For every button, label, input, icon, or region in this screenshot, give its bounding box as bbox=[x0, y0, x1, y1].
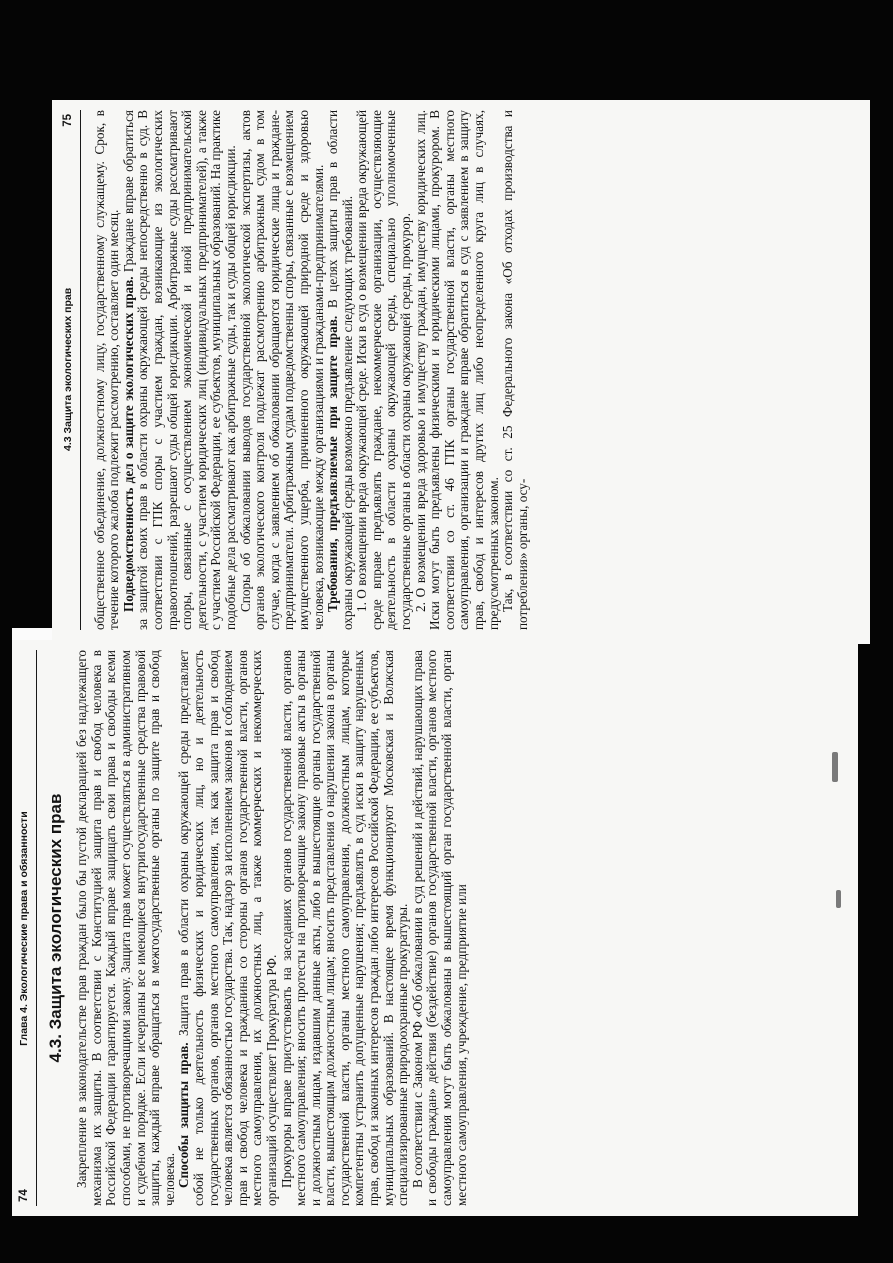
paragraph: Прокуроры вправе присутствовать на заседаниях органов государственной власти, органов местного самоуправления; вносить протесты на противоречащие закону правовые акты в органы и должностным лицам, издавшим данные акты, либо в вышестоящие органы государственной власти, вышестоящим должностным лицам; вносить представления о нарушении закона в органы государственной власти, органы местного самоуправления, должностным лицам, которые компетентны устранить допущенные нарушения; предъявлять в суд иски в защиту нарушенных прав, свобод и законных интересов граждан либо интересов Российской Федерации, ее субъектов, муниципальных образований. В настоящее время функционируют Московская и Волжская специализированные природоохранные прокуратуры. bbox=[278, 650, 411, 1206]
paragraph: Подведомственность дел о защите экологических прав. Граждане вправе обратиться за защитой своих прав в области охраны окружающей среды непосредственно в суд. В соответствии с ГПК споры с участием граждан, возникающие из экологических правоотношений, разрешают суды общей юрисдикции. Арбитражные суды рассматривают споры, связанные с осуществлением экономической и иной предпринимательской деятельности, с участием юридических лиц (индивидуальных предпринимателей), а также с участием Российской Федерации, ее субъектов, муниципальных образований. На практике подобные дела рассматривают как арбитражные суды, так и суды общей юрисдикции. bbox=[120, 110, 238, 630]
paragraph: общественное объединение, должностному лицу, государственному служащему. Срок, в течение которого жалоба подлежит рассмотрению, составляет один месяц. bbox=[91, 110, 122, 630]
paragraph: Споры об обжаловании выводов государственной экологической экспертизы, актов органов экологического контроля подлежат рассмотрению арбитражным судом в том случае, когда с заявлением об обжаловании обращаются юридические лица и граждане-предприниматели. Арбитражным судам подведомственны споры, связанные с возмещением имущественного ущерба, причиненного окружающей природной среде и здоровью человека, возникающие между организациями и гражданами-предпринимателями. bbox=[237, 110, 326, 630]
chapter-title: Глава 4. Экологические права и обязанности bbox=[18, 811, 30, 1046]
paragraph: 1. О возмещении вреда окружающей среде. Иски в суд о возмещении вреда окружающей среде вправе предъявлять граждане, некоммерческие организации, осуществляющие деятельность в области охраны окружающей среды, специально уполномоченные государственные органы в области охраны окружающей среды, прокурор. bbox=[354, 110, 414, 630]
running-header bbox=[61, 110, 81, 630]
scan-smudge bbox=[836, 890, 841, 908]
page-left-content bbox=[17, 650, 853, 1206]
page-number: 75 bbox=[62, 114, 74, 127]
body-text bbox=[75, 650, 469, 1206]
page-right-content bbox=[61, 110, 861, 630]
paragraph-heading: Подведомственность дел о защите экологических прав. bbox=[120, 276, 136, 612]
section-title: 4.3. Защита экологических прав bbox=[45, 793, 65, 1063]
page-number: 74 bbox=[18, 1189, 30, 1202]
paragraph: Так, в соответствии со ст. 25 Федерального закона «Об отходах производства и потребления» органы, осу- bbox=[500, 110, 530, 630]
paragraph-heading: Требования, предъявляемые при защите прав. bbox=[325, 315, 341, 612]
paragraph: Закрепление в законодательстве прав граждан было бы пустой декларацией без надлежащего механизма их защиты. В соответствии с Конституцией защита прав и свобод человека в Российской Федерации гарантируется. Каждый вправе защищать свои права и свободы всеми способами, не противоречащими закону. Защита прав может осуществляться в административном и судебном порядке. Если исчерпаны все имеющиеся внутригосударственные средства правовой защиты, каждый вправе обращаться в межгосударственные органы по защите прав и свобод человека. bbox=[74, 650, 177, 1206]
book-page-right bbox=[52, 100, 870, 640]
section-header: 4.3 Защита экологических прав bbox=[62, 287, 74, 451]
paragraph: Требования, предъявляемые при защите прав. В целях защиты прав в области охраны окружающей среды возможно предъявление следующих требований. bbox=[325, 110, 355, 630]
scan-smudge bbox=[832, 752, 838, 782]
paragraph-heading: Способы защиты прав. bbox=[176, 1042, 192, 1188]
body-text bbox=[93, 110, 531, 630]
paragraph: 2. О возмещении вреда здоровью и имуществу граждан, имуществу юридических лиц. Иски могут быть предъявлены физическими и юридическими лицами, прокурором. В соответствии со ст. 46 ГПК органы государственной власти, органы местного самоуправления, организации и граждане вправе обратиться в суд с заявлением в защиту прав, свобод и интересов других лиц либо неопределенного круга лиц в случаях, предусмотренных законом. bbox=[412, 110, 501, 630]
paragraph: Способы защиты прав. Защита прав в области охраны окружающей среды представляет собой не только деятельность физических и юридических лиц, но и деятельность государственных органов, органов местного самоуправления, так как защита прав и свобод человека является обязанностью государства. Так, надзор за исполнением законов и соблюдением прав и свобод человека и гражданина со стороны органов государственной власти, органов местного самоуправления, их должностных лиц, а также коммерческих и некоммерческих организаций осуществляет Прокуратура РФ. bbox=[176, 650, 279, 1206]
book-page-left bbox=[12, 640, 858, 1216]
running-header bbox=[17, 650, 37, 1206]
paragraph: В соответствии с Законом РФ «Об обжаловании в суд решений и действий, нарушающих права и свободы граждан» действия (бездействие) органов государственной власти, органов местного самоуправления могут быть обжалованы в вышестоящий орган государственной власти, орган местного самоуправления, учреждение, предприятие или bbox=[409, 650, 469, 1206]
